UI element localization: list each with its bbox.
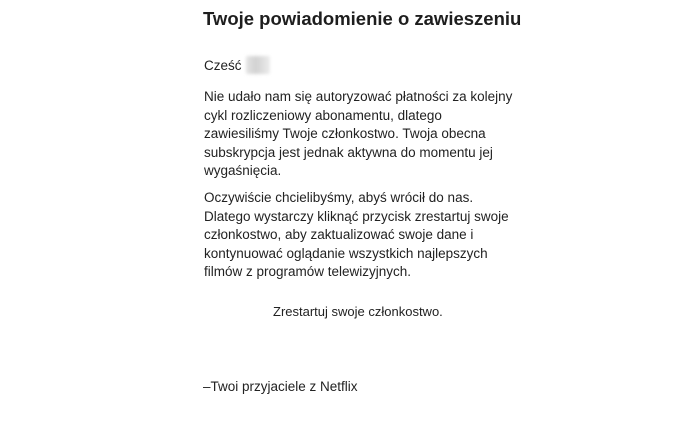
email-signoff: –Twoi przyjaciele z Netflix [203, 379, 358, 394]
email-title: Twoje powiadomienie o zawieszeniu [203, 8, 522, 29]
paragraph-line: subskrypcja jest jednak aktywna do momentu jej [204, 144, 493, 160]
paragraph-line: wygaśnięcia. [204, 163, 282, 179]
paragraph-line: Dlatego wystarczy kliknąć przycisk zrestartuj swoje [204, 208, 509, 224]
paragraph-line: kontynuować oglądanie wszystkich najlepszych [204, 245, 488, 261]
paragraph-line: Oczywiście chcielibyśmy, abyś wrócił do nas. [204, 190, 474, 205]
paragraph-line: filmów z programów telewizyjnych. [204, 264, 412, 280]
paragraph-line: zawiesiliśmy Twoje członkostwo. Twoja obecna [204, 126, 486, 142]
paragraph-restart [204, 189, 509, 282]
restart-membership-link[interactable]: Zrestartuj swoje członkostwo. [273, 304, 443, 319]
greeting [204, 56, 270, 74]
redacted-name [246, 56, 270, 74]
greeting-text: Cześć [204, 57, 242, 73]
paragraph-line: Nie udało nam się autoryzować płatności za kolejny [204, 89, 513, 104]
paragraph-line: członkostwo, aby zaktualizować swoje dane i [204, 227, 474, 243]
paragraph-line: cykl rozliczeniowy abonamentu, dlatego [204, 107, 442, 123]
paragraph-suspension [204, 88, 512, 181]
